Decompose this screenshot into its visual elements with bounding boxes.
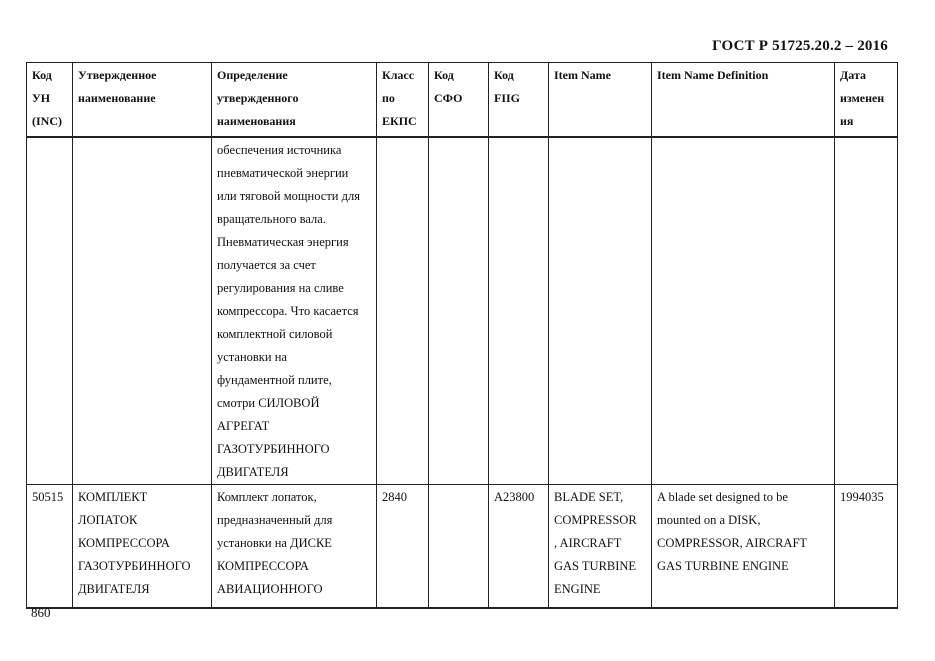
header-line: Item Name Definition [657, 68, 769, 82]
header-sfo-code [429, 63, 489, 138]
text-line: A blade set designed to be [657, 490, 788, 504]
header-line: наименования [217, 114, 296, 128]
header-line: УН [32, 91, 51, 105]
text-line: установки на ДИСКЕ [217, 536, 332, 550]
text-line: 50515 [32, 490, 64, 504]
cell-item-name-definition [652, 137, 835, 485]
cell-fiig-code [489, 137, 549, 485]
table-row [27, 485, 898, 608]
header-line: СФО [434, 91, 463, 105]
header-line: по [382, 91, 395, 105]
cell-approved-name [73, 137, 212, 485]
cell-definition [212, 485, 377, 608]
cell-sfo-code [429, 485, 489, 608]
text-line: компрессора. Что касается [217, 304, 359, 318]
cell-ekps-class [377, 485, 429, 608]
text-line: mounted on a DISK, [657, 513, 761, 527]
text-line: GAS TURBINE [554, 559, 637, 573]
cell-inc-code [27, 485, 73, 608]
cell-ekps-class [377, 137, 429, 485]
header-line: утвержденного [217, 91, 299, 105]
table-header-row [27, 63, 898, 138]
cell-item-name [549, 137, 652, 485]
cell-inc-code [27, 137, 73, 485]
header-line: Дата [840, 68, 866, 82]
text-line: АГРЕГАТ [217, 419, 270, 433]
cell-item-name [549, 485, 652, 608]
header-line: Класс [382, 68, 415, 82]
text-line: КОМПРЕССОРА [217, 559, 309, 573]
text-line: КОМПРЕССОРА [78, 536, 170, 550]
text-line: BLADE SET, [554, 490, 624, 504]
text-line: ДВИГАТЕЛЯ [78, 582, 150, 596]
text-line: Пневматическая энергия [217, 235, 349, 249]
text-line: ГАЗОТУРБИННОГО [78, 559, 191, 573]
header-line: ЕКПС [382, 114, 417, 128]
header-fiig-code [489, 63, 549, 138]
cell-sfo-code [429, 137, 489, 485]
header-line: Код [494, 68, 514, 82]
header-item-name [549, 63, 652, 138]
header-item-name-definition [652, 63, 835, 138]
cell-fiig-code [489, 485, 549, 608]
text-line: A23800 [494, 490, 535, 504]
table-row [27, 137, 898, 485]
header-line: Код [434, 68, 454, 82]
text-line: фундаментной плите, [217, 373, 332, 387]
header-line: (INC) [32, 114, 62, 128]
text-line: , AIRCRAFT [554, 536, 622, 550]
header-definition [212, 63, 377, 138]
text-line: ЛОПАТОК [78, 513, 138, 527]
header-inc-code [27, 63, 73, 138]
header-approved-name [73, 63, 212, 138]
text-line: АВИАЦИОННОГО [217, 582, 323, 596]
text-line: предназначенный для [217, 513, 333, 527]
header-change-date [835, 63, 898, 138]
cell-definition [212, 137, 377, 485]
cell-change-date [835, 137, 898, 485]
text-line: ГАЗОТУРБИННОГО [217, 442, 330, 456]
text-line: вращательного вала. [217, 212, 326, 226]
text-line: комплектной силовой [217, 327, 333, 341]
header-line: Определение [217, 68, 288, 82]
cell-item-name-definition [652, 485, 835, 608]
header-line: изменен [840, 91, 885, 105]
text-line: получается за счет [217, 258, 316, 272]
text-line: ENGINE [554, 582, 601, 596]
header-line: Код [32, 68, 52, 82]
text-line: ДВИГАТЕЛЯ [217, 465, 289, 479]
text-line: COMPRESSOR [554, 513, 637, 527]
text-line: 2840 [382, 490, 407, 504]
header-ekps-class [377, 63, 429, 138]
page-number: 860 [31, 605, 51, 620]
text-line: пневматической энергии [217, 166, 349, 180]
header-line: Утвержденное [78, 68, 157, 82]
text-line: установки на [217, 350, 287, 364]
text-line: смотри СИЛОВОЙ [217, 396, 320, 410]
cell-approved-name [73, 485, 212, 608]
text-line: GAS TURBINE ENGINE [657, 559, 789, 573]
classification-table [26, 62, 898, 609]
header-line: наименование [78, 91, 156, 105]
text-line: COMPRESSOR, AIRCRAFT [657, 536, 808, 550]
header-line: Item Name [554, 68, 611, 82]
text-line: Комплект лопаток, [217, 490, 317, 504]
text-line: или тяговой мощности для [217, 189, 360, 203]
header-line: FIIG [494, 91, 521, 105]
text-line: регулирования на сливе [217, 281, 344, 295]
text-line: КОМПЛЕКТ [78, 490, 148, 504]
header-line: ия [840, 114, 854, 128]
text-line: обеспечения источника [217, 143, 342, 157]
cell-change-date [835, 485, 898, 608]
text-line: 1994035 [840, 490, 884, 504]
standard-designation: ГОСТ Р 51725.20.2 – 2016 [712, 38, 888, 54]
